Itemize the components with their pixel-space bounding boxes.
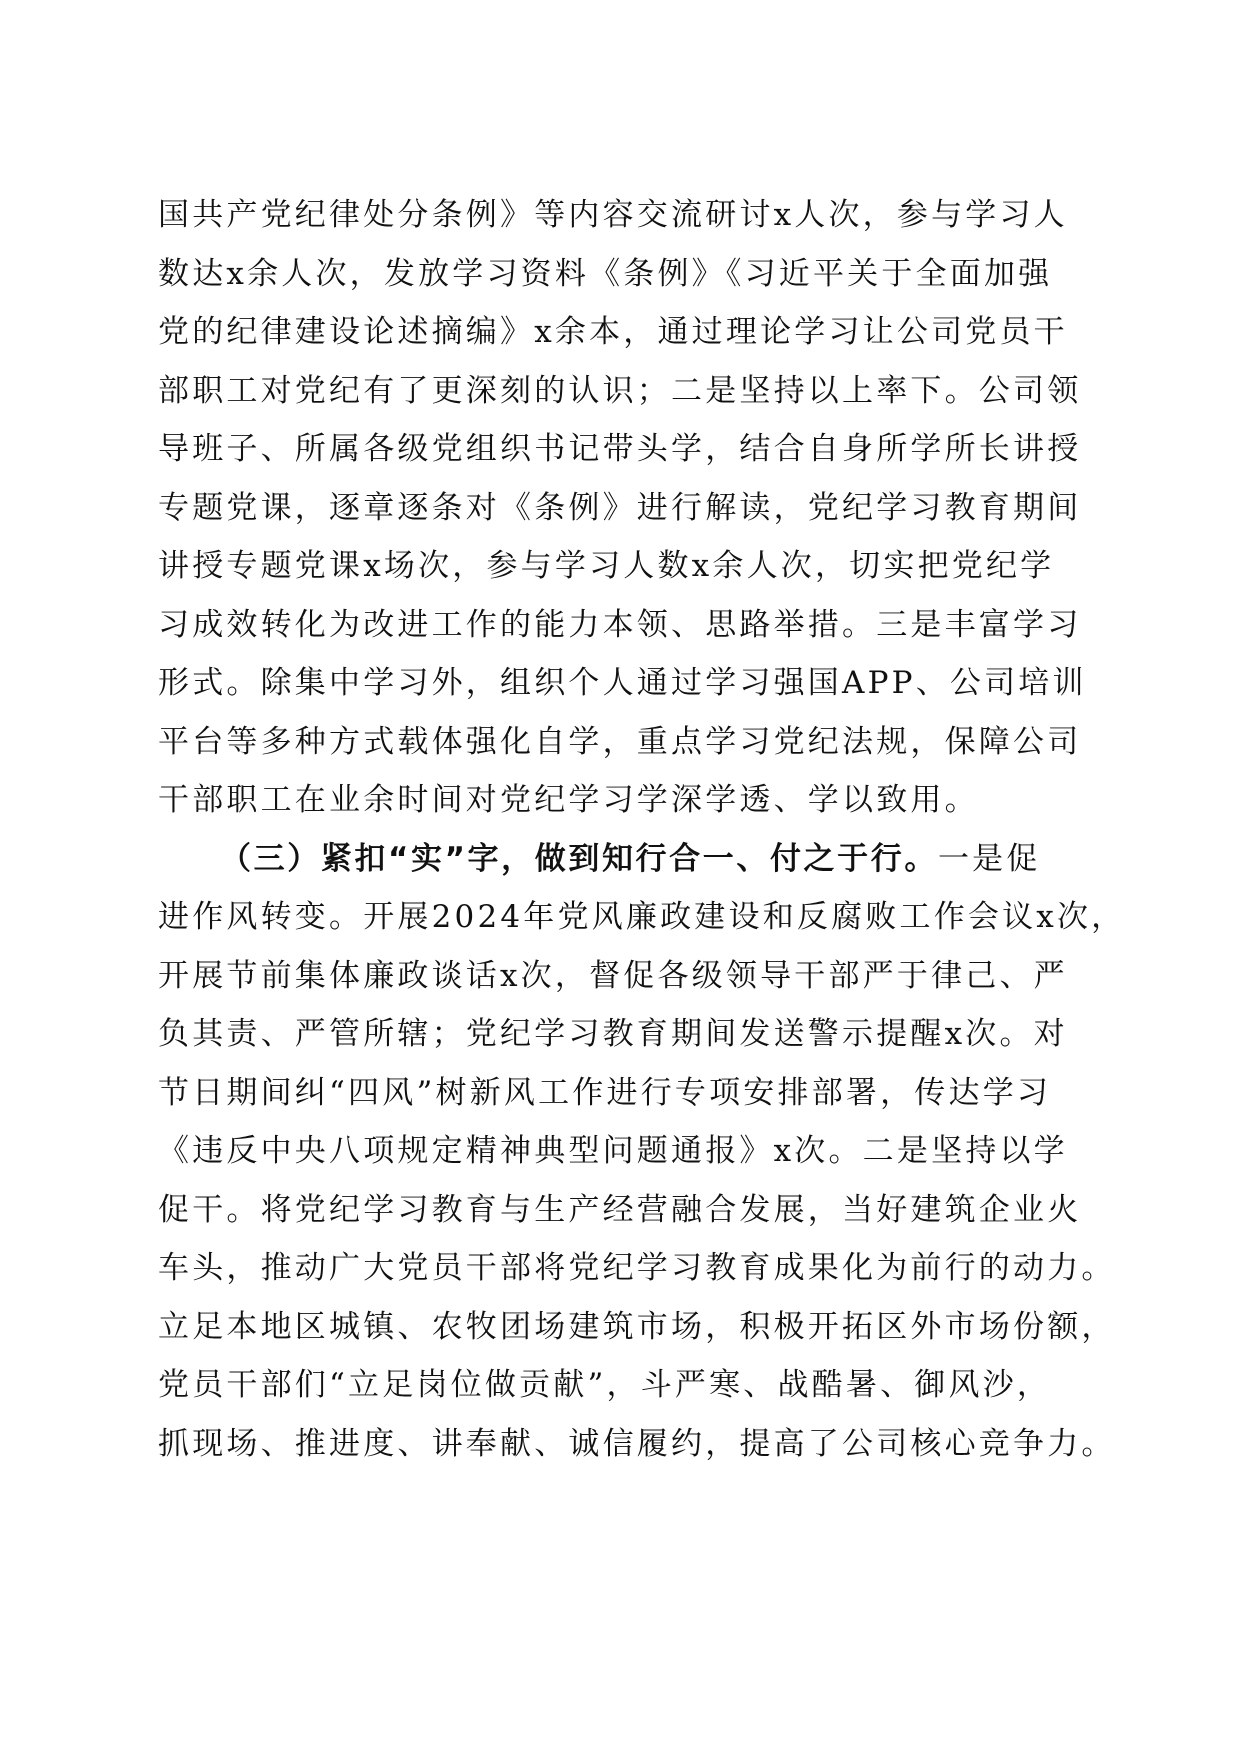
paragraph-line: 讲授专题党课x场次，参与学习人数x余人次，切实把党纪学 — [158, 548, 1055, 584]
paragraph-line: 车头，推动广大党员干部将党纪学习教育成果化为前行的动力。 — [158, 1250, 1116, 1286]
paragraph-line: 促干。将党纪学习教育与生产经营融合发展，当好建筑企业火 — [158, 1191, 1082, 1228]
paragraph-line: 国共产党纪律处分条例》等内容交流研讨x人次，参与学习人 — [158, 197, 1068, 233]
paragraph-line: 专题党课，逐章逐条对《条例》进行解读，党纪学习教育期间 — [158, 489, 1082, 526]
paragraph-line: 部职工对党纪有了更深刻的认识；二是坚持以上率下。公司领 — [158, 372, 1082, 409]
body-text — [158, 186, 1126, 1473]
section-heading-rest: 一是促 — [937, 840, 1041, 877]
paragraph-line: 党的纪律建设论述摘编》x余本，通过理论学习让公司党员干 — [158, 314, 1068, 350]
paragraph-line: 开展节前集体廉政谈话x次，督促各级领导干部严于律己、严 — [158, 957, 1068, 994]
paragraph-line: 负其责、严管所辖；党纪学习教育期间发送警示提醒x次。对 — [158, 1016, 1068, 1052]
paragraph-line: 党员干部们“立足岗位做贡献”，斗严寒、战酷暑、御风沙， — [158, 1367, 1052, 1403]
paragraph-line: 习成效转化为改进工作的能力本领、思路举措。三是丰富学习 — [158, 606, 1082, 643]
paragraph-line: 抓现场、推进度、讲奉献、诚信履约，提高了公司核心竞争力。 — [158, 1425, 1116, 1462]
paragraph-line: 干部职工在业余时间对党纪学习学深学透、学以致用。 — [158, 782, 979, 818]
section-heading-line — [158, 830, 1108, 889]
paragraph-line: 《违反中央八项规定精神典型问题通报》x次。二是坚持以学 — [158, 1133, 1068, 1169]
paragraph-line: 数达x余人次，发放学习资料《条例》《习近平关于全面加强 — [158, 255, 1053, 292]
paragraph-line: 平台等多种方式载体强化自学，重点学习党纪法规，保障公司 — [158, 723, 1082, 760]
paragraph-line: 节日期间纠“四风”树新风工作进行专项安排部署，传达学习 — [158, 1074, 1052, 1111]
section-heading: （三）紧扣“实”字，做到知行合一、付之于行。 — [220, 840, 938, 877]
paragraph-line: 立足本地区城镇、农牧团场建筑市场，积极开拓区外市场份额， — [158, 1308, 1116, 1345]
paragraph-line: 形式。除集中学习外，组织个人通过学习强国APP、公司培训 — [158, 665, 1087, 701]
paragraph-line: 导班子、所属各级党组织书记带头学，结合自身所学所长讲授 — [158, 431, 1082, 467]
paragraph-line: 进作风转变。开展2024年党风廉政建设和反腐败工作会议x次， — [158, 899, 1126, 935]
